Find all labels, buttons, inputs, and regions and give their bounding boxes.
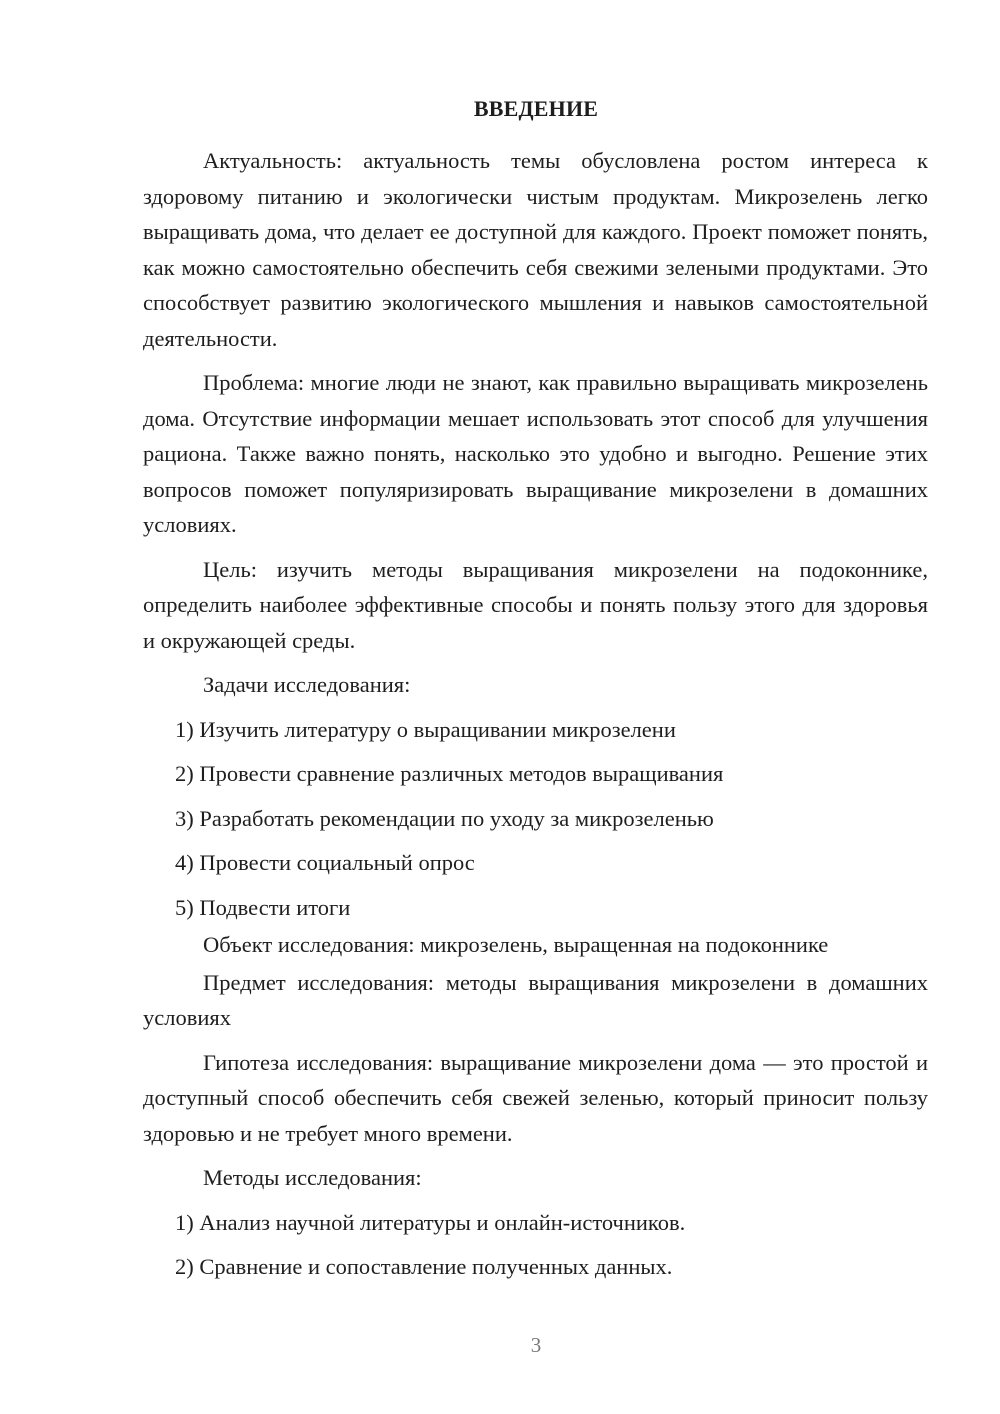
paragraph-problem: Проблема: многие люди не знают, как правильно выращивать микрозелень дома. Отсутствие информации мешает использовать этот способ для улучшения рациона. Также важно понять, насколько это удобно и выгодно. Решение этих вопросов поможет популяризировать выращивание микрозелени в домашних условиях. bbox=[143, 370, 928, 537]
paragraph-goal: Цель: изучить методы выращивания микрозелени на подоконнике, определить наиболее эффективные способы и понять пользу этого для здоровья и окружающей среды. bbox=[143, 556, 928, 653]
list-item: 4) Провести социальный опрос bbox=[175, 850, 475, 875]
methods-list bbox=[143, 1205, 928, 1285]
paragraph-subject: Предмет исследования: методы выращивания микрозелени в домашних условиях bbox=[143, 969, 928, 1030]
page-content bbox=[143, 143, 928, 1294]
list-item: 1) Изучить литературу о выращивании микрозелени bbox=[175, 716, 676, 742]
paragraph-actuality: Актуальность: актуальность темы обусловлена ростом интереса к здоровому питанию и экологически чистым продуктам. Микрозелень легко выращивать дома, что делает ее доступной для каждого. Проект поможет понять, как можно самостоятельно обеспечить себя свежими зелеными продуктами. Это способствует развитию экологического мышления и навыков самостоятельной деятельности. bbox=[143, 148, 928, 351]
tasks-title: Задачи исследования: bbox=[203, 672, 411, 697]
page-number: 3 bbox=[530, 1333, 542, 1357]
list-item: 2) Провести сравнение различных методов выращивания bbox=[175, 761, 724, 786]
section-heading: ВВЕДЕНИЕ bbox=[473, 96, 599, 121]
methods-title: Методы исследования: bbox=[203, 1165, 422, 1190]
paragraph-object: Объект исследования: микрозелень, выращенная на подоконнике bbox=[203, 932, 829, 957]
tasks-list bbox=[143, 712, 928, 926]
list-item: 5) Подвести итоги bbox=[175, 894, 351, 920]
list-item: 1) Анализ научной литературы и онлайн-источников. bbox=[175, 1209, 686, 1235]
list-item: 2) Сравнение и сопоставление полученных данных. bbox=[175, 1254, 673, 1279]
list-item: 3) Разработать рекомендации по уходу за микрозеленью bbox=[175, 805, 714, 831]
paragraph-hypothesis: Гипотеза исследования: выращивание микрозелени дома — это простой и доступный способ обеспечить себя свежей зеленью, который приносит пользу здоровью и не требует много времени. bbox=[143, 1049, 928, 1146]
